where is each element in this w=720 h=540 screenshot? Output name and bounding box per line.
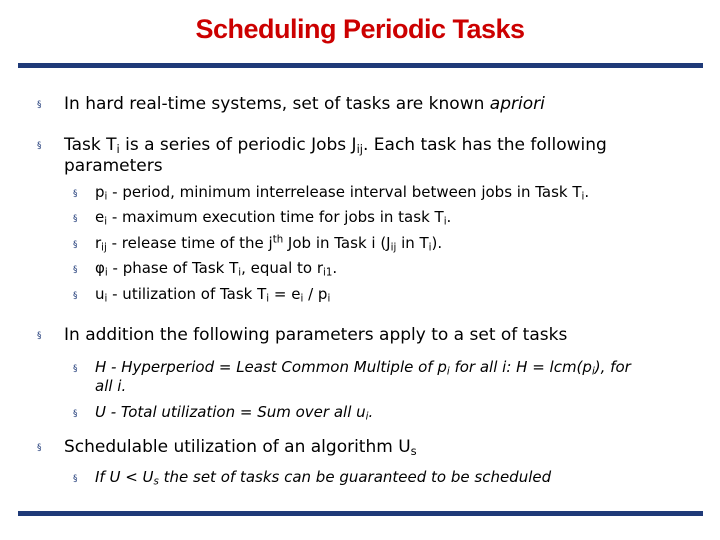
bullet-icon: § xyxy=(37,331,42,341)
bullet-set-parameters: In addition the following parameters apply to a set of tasks xyxy=(64,325,568,345)
param-execution-time: $e_i$ - maximum execution time for jobs in task $T_i$. xyxy=(95,208,452,228)
slide-title: Scheduling Periodic Tasks xyxy=(195,14,525,44)
bullet-icon: § xyxy=(37,141,42,151)
bullet-icon: § xyxy=(73,265,78,275)
bullet-icon: § xyxy=(73,214,78,224)
param-hyperperiod: H - Hyperperiod = Least Common Multiple of $p_i$ for all i: $H = lcm(p_i)$, for xyxy=(95,358,631,378)
param-release-time: $r_{ij}$ - release time of the $j^{th}$ Job in Task i ($J_{ij}$ in $T_i$). xyxy=(95,234,443,254)
bullet-icon: § xyxy=(37,443,42,453)
bullet-icon: § xyxy=(73,291,78,301)
param-utilization: $u_i$ - utilization of Task $T_i = e_i / p_i$ xyxy=(95,285,331,305)
bullet-apriori: In hard real-time systems, set of tasks are known apriori xyxy=(64,94,545,114)
param-period: $p_i$ - period, minimum interrelease interval between jobs in Task $T_i$. xyxy=(95,183,590,203)
bullet-schedulable-utilization: Schedulable utilization of an algorithm $U_s$ xyxy=(64,437,417,458)
bullet-icon: § xyxy=(37,100,42,110)
param-hyperperiod-cont: all i. xyxy=(95,377,127,395)
bullet-task-definition: Task $T_i$ is a series of periodic Jobs $J_{ij}$. Each task has the following xyxy=(64,135,607,156)
bullet-icon: § xyxy=(73,409,78,419)
bullet-icon: § xyxy=(73,364,78,374)
top-divider xyxy=(18,63,703,68)
param-phase: $\varphi_i$ - phase of Task $T_i$, equal to $r_{i1}$. xyxy=(95,259,338,279)
schedulability-condition: If $U < U_s$ the set of tasks can be guaranteed to be scheduled xyxy=(95,468,552,488)
bullet-task-definition-cont: parameters xyxy=(64,156,163,176)
bullet-icon: § xyxy=(73,240,78,250)
bullet-icon: § xyxy=(73,474,78,484)
bottom-divider xyxy=(18,511,703,516)
param-total-utilization: U - Total utilization = Sum over all $u_i$. xyxy=(95,403,374,423)
bullet-icon: § xyxy=(73,189,78,199)
